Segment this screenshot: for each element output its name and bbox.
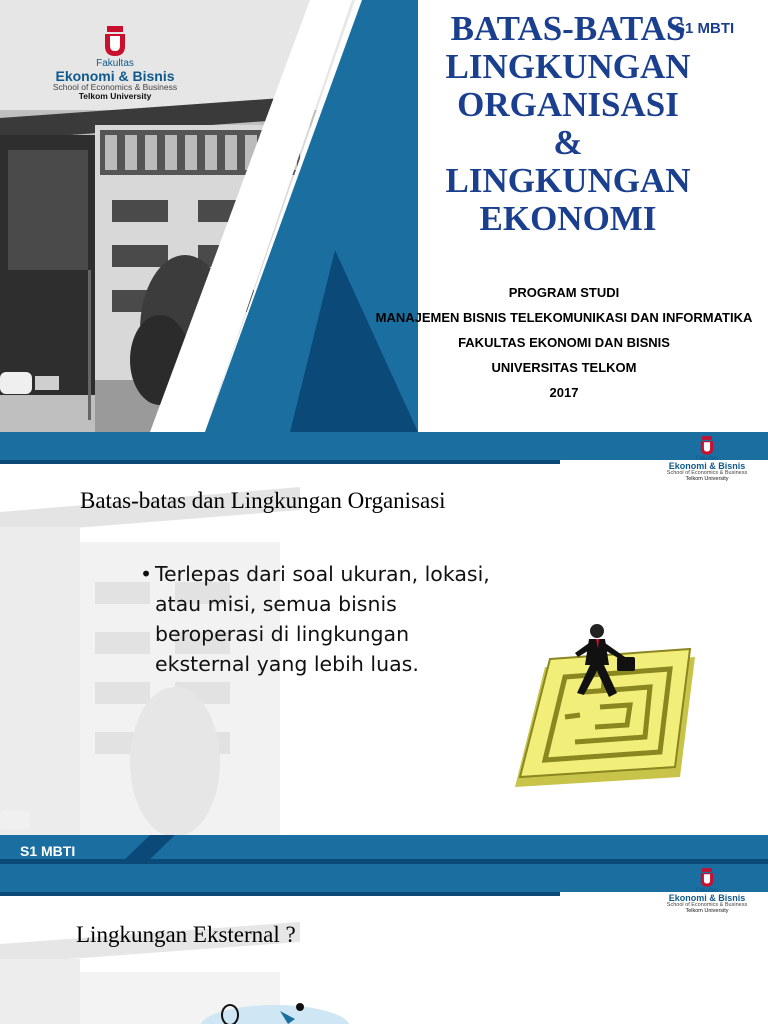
content-slide-1 bbox=[0, 432, 768, 864]
logo-line4: Telkom University bbox=[685, 907, 729, 914]
logo-line2: Ekonomi & Bisnis bbox=[668, 893, 746, 903]
telkom-logo-small bbox=[652, 436, 762, 482]
bullet-line: atau misi, semua bisnis bbox=[155, 592, 397, 616]
logo-line1: Fakultas bbox=[695, 888, 719, 894]
program-line: PROGRAM STUDI bbox=[508, 285, 620, 300]
program-line: 2017 bbox=[549, 385, 579, 400]
title-line: EKONOMI bbox=[479, 199, 657, 238]
program-line: UNIVERSITAS TELKOM bbox=[491, 360, 637, 375]
logo-line3: School of Economics & Business bbox=[666, 902, 748, 908]
telkom-logo-icon bbox=[102, 26, 128, 58]
logo-line4: Telkom University bbox=[685, 475, 729, 482]
title-line: BATAS-BATAS bbox=[450, 9, 686, 48]
slide-heading: Batas-batas dan Lingkungan Organisasi bbox=[80, 488, 446, 513]
logo-line2: Ekonomi & Bisnis bbox=[55, 68, 175, 84]
slide-title bbox=[418, 10, 718, 238]
telkom-logo-icon bbox=[699, 868, 715, 888]
slide-heading: Lingkungan Eksternal ? bbox=[76, 922, 296, 947]
bullet-line: beroperasi di lingkungan bbox=[155, 622, 410, 646]
title-line: & bbox=[553, 123, 583, 162]
logo-line4: Telkom University bbox=[78, 90, 152, 101]
telkom-logo bbox=[40, 26, 190, 100]
title-line: LINGKUNGAN bbox=[445, 161, 691, 200]
content-slide-2 bbox=[0, 864, 768, 1024]
footer-badge: S1 MBTI bbox=[20, 843, 76, 859]
title-line: LINGKUNGAN bbox=[445, 47, 691, 86]
logo-line2: Ekonomi & Bisnis bbox=[668, 461, 746, 471]
title-line: ORGANISASI bbox=[457, 85, 679, 124]
maze-businessman-illustration bbox=[505, 617, 705, 807]
logo-line1: Fakultas bbox=[695, 456, 719, 462]
bullet-dot-icon: • bbox=[140, 562, 153, 586]
logo-line3: School of Economics & Business bbox=[52, 82, 178, 92]
program-line: FAKULTAS EKONOMI DAN BISNIS bbox=[458, 335, 670, 350]
bullet-list bbox=[140, 559, 540, 679]
telkom-logo-icon bbox=[699, 436, 715, 456]
bullet-line: Terlepas dari soal ukuran, lokasi, bbox=[155, 562, 490, 586]
bottom-bar bbox=[0, 829, 768, 864]
telkom-logo-small bbox=[652, 868, 762, 914]
partial-illustration bbox=[200, 999, 350, 1024]
logo-line1: Fakultas bbox=[96, 58, 134, 69]
bullet-line: eksternal yang lebih luas. bbox=[155, 652, 419, 676]
program-line: MANAJEMEN BISNIS TELEKOMUNIKASI DAN INFORMATIKA bbox=[375, 310, 753, 325]
title-slide bbox=[0, 0, 768, 432]
logo-line3: School of Economics & Business bbox=[666, 470, 748, 476]
program-badge: S1 MBTI bbox=[675, 20, 735, 37]
